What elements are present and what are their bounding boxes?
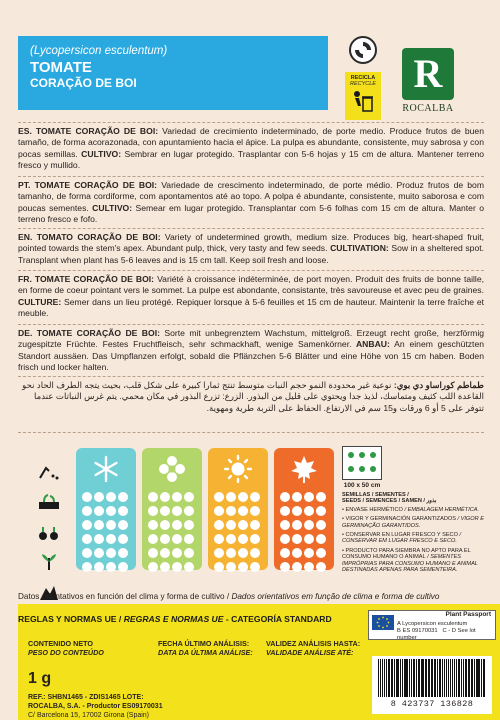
autumn-panel (274, 448, 334, 570)
description-es (18, 126, 484, 172)
calendar-dot (226, 562, 236, 572)
plant-spacing (336, 446, 388, 489)
calendar-dot (82, 562, 92, 572)
legend-item-alt: / SEMENTES IMPRÓPRIAS PARA CONSUMO HUMANO E ANIMAL DESTINADAS APENAS PARA SEMENTEIRA. (342, 554, 478, 574)
calendar-dot (118, 492, 128, 502)
calendar-dot (304, 534, 314, 544)
passport-a: A Lycopersicon esculentum (397, 621, 468, 627)
disclaimer-es: Datos orientativos en función del clima y forma de cultivo (18, 592, 225, 601)
calendar-dot (172, 506, 182, 516)
autumn-dots (280, 492, 328, 572)
barcode-bar (477, 659, 479, 697)
description-text: Sorte mit unbegrenztem Wachstum, mittelgroß. Erzeugt recht große, herzförmig zugespitzte Früchte. Festes Fruchtfleisch, sehr schmackhaft, wenige Samenkörner. (18, 328, 485, 350)
barcode-bar (413, 659, 415, 697)
description-fr (18, 274, 484, 320)
calendar-dot (316, 506, 326, 516)
sun-icon (223, 454, 253, 484)
calendar-dot (172, 534, 182, 544)
divider (18, 270, 484, 271)
spring-dots (148, 492, 196, 572)
calendar-dot (184, 520, 194, 530)
brand-logo (402, 48, 454, 114)
calendar-dot (316, 534, 326, 544)
description-text: Variété à croissance indéterminée, de port moyen. Produit des fruits de bonne taille, en forme de coeur pointant vers le sommet. La pulpe est abondante, consistante, très savoureuse et avec peu de graines. (18, 274, 484, 296)
barcode-bar (484, 659, 485, 697)
calendar-dot (250, 520, 260, 530)
plant-icon (36, 552, 62, 572)
barcode-bar (380, 659, 381, 697)
calendar-dot (214, 548, 224, 558)
cultivation-text: An einem geschützten Standort aussäen. Das Umpflanzen erfolgt, sobald die Pflänzchen 5-6 Blätter und eine Höhe von 15 cm haben. Boden frisch und locker halten. (18, 339, 485, 373)
calendar-dot (250, 534, 260, 544)
calendar-dot (118, 506, 128, 516)
barcode-bar (418, 659, 419, 697)
logo-letter: R (413, 51, 443, 96)
legend-item: • ENVASE HERMÉTICO / EMBALAGEM HERMÉTICA. (342, 506, 480, 513)
description-ar (18, 380, 484, 414)
seedbed-icon (36, 492, 62, 512)
calendar-dot (106, 492, 116, 502)
barcode (372, 656, 492, 714)
legend-item-text: ENVASE HERMÉTICO (345, 506, 403, 513)
validity-label-pt: VALIDADE ANÁLISE ATÉ: (266, 647, 354, 657)
divider (18, 122, 484, 123)
description-de (18, 328, 484, 374)
calendar-dot (292, 562, 302, 572)
legend-item-alt: / CONSERVAR EM LUGAR FRESCO E SECO. (342, 532, 462, 545)
spacing-label: 100 x 50 cm (343, 482, 381, 489)
barcode-bar (446, 659, 448, 697)
rules-separator: / (116, 614, 124, 624)
calendar-dot (250, 492, 260, 502)
calendar-dot (94, 520, 104, 530)
rules-es: REGLAS Y NORMAS UE (18, 614, 117, 624)
calendar-dot (316, 520, 326, 530)
green-dot-icon (349, 36, 377, 64)
calendar-dot (148, 548, 158, 558)
flower-icon (157, 454, 187, 484)
divider (18, 432, 484, 433)
barcode-bar (378, 659, 379, 697)
legend-item-text: PRODUCTO PARA SIEMBRA NO APTO PARA EL CONSUMO HUMANO O ANIMAL (342, 547, 471, 561)
calendar-dot (292, 534, 302, 544)
calendar-dot (118, 562, 128, 572)
calendar-dot (226, 534, 236, 544)
variety-name: CORAÇÃO DE BOI (30, 76, 137, 90)
barcode-bar (456, 659, 457, 697)
barcode-bar (416, 659, 417, 697)
description-text: نوعية غير محدودة النمو حجم النبات متوسط تنتج ثمارا كبيرة على شكل قلب، بحيث يتجه الطرف الحاد نحو القاعدة اللب كثيف ومتماسك، لذيذ جدا ويحتوي على قليل من البذور. الزرع: تزرع البذور في مكان محمي. يتم غرس النباتات عندما تتوفر على 5 أو 6 ورقات و15 سم في الارتفاع. الحفاظ على التربة طرية ومهوية. (22, 380, 484, 413)
barcode-bar (394, 659, 395, 697)
rules-category: CATEGORÍA STANDARD (231, 614, 332, 624)
barcode-bar (463, 659, 464, 697)
last-analysis (158, 640, 253, 657)
product-header (18, 36, 328, 110)
latin-name: (Lycopersicon esculentum) (30, 45, 168, 57)
barcode-bar (382, 659, 384, 697)
snowflake-icon (91, 454, 121, 484)
calendar-dot (250, 562, 260, 572)
calendar-dot (280, 492, 290, 502)
recycle-group (345, 36, 381, 120)
description-title: طماطم كوراساو دي بوي: (393, 380, 484, 390)
seed-legend (342, 492, 492, 576)
barcode-bar (409, 659, 410, 697)
calendar-dot (226, 492, 236, 502)
cultivation-label: ANBAU: (351, 339, 390, 350)
calendar-dot (106, 520, 116, 530)
calendar-dot (292, 520, 302, 530)
calendar-dot (184, 534, 194, 544)
description-pt (18, 180, 484, 226)
calendar-dot (280, 520, 290, 530)
calendar-dot (280, 506, 290, 516)
calendar-dot (148, 492, 158, 502)
calendar-dot (304, 492, 314, 502)
calendar-dot (160, 520, 170, 530)
calendar-dot (280, 548, 290, 558)
winter-dots (82, 492, 130, 572)
calendar-dot (106, 562, 116, 572)
calendar-dot (160, 506, 170, 516)
barcode-bar (425, 659, 426, 697)
barcode-bar (419, 659, 420, 697)
leaf-icon (289, 454, 319, 484)
barcode-bar (411, 659, 413, 697)
calendar-dot (238, 548, 248, 558)
summer-panel (208, 448, 268, 570)
barcode-bar (391, 659, 393, 697)
calendar-dot (82, 506, 92, 516)
eu-flag-icon (372, 615, 394, 630)
calendar-dot (292, 506, 302, 516)
barcode-bar (396, 659, 397, 697)
legend-header (342, 492, 492, 505)
passport-c: C - D See lot number (397, 627, 476, 641)
cultivation-label: CULTIVO: (88, 202, 133, 213)
calendar-dot (172, 562, 182, 572)
divider (18, 324, 484, 325)
calendar-dot (304, 506, 314, 516)
logo-wordmark: ROCALBA (402, 103, 454, 114)
passport-bc (397, 628, 492, 642)
barcode-bar (439, 659, 441, 697)
calendar-dot (184, 562, 194, 572)
calendar-dot (94, 534, 104, 544)
legend-item-text: CONSERVAR EN LUGAR FRESCO Y SECO (345, 532, 458, 539)
reference-block (28, 694, 163, 720)
calendar-dot (238, 520, 248, 530)
calendar-dot (184, 492, 194, 502)
validity-label: VALIDEZ ANÁLISIS HASTA: (266, 639, 361, 648)
calendar-dot (316, 562, 326, 572)
calendar-dot (214, 520, 224, 530)
calendar-dot (82, 534, 92, 544)
calendar-dot (148, 520, 158, 530)
barcode-bar (426, 659, 427, 697)
legend-item-alt: / EMBALAGEM HERMÉTICA. (402, 506, 480, 513)
barcode-bar (402, 659, 403, 697)
cultivation-text: Semer dans un lieu protégé. Repiquer lorsque à 5-6 feuilles et 15 cm de hauteur. Maintenir la terre fraîche et meuble. (18, 296, 484, 319)
calendar-dot (118, 534, 128, 544)
calendar-dot (214, 506, 224, 516)
divider (18, 228, 484, 229)
calendar-dot (160, 548, 170, 558)
calendar-dot (292, 548, 302, 558)
description-title: PT. TOMATE CORAÇÃO DE BOI: (18, 180, 158, 190)
barcode-bar (469, 659, 470, 697)
barcode-bar (474, 659, 475, 697)
barcode-bar (421, 659, 423, 697)
calendar-dot (172, 548, 182, 558)
barcode-bar (448, 659, 449, 697)
cultivation-label: CULTURE: (18, 296, 62, 307)
address-line: C/ Barcelona 15, 17002 Girona (Spain) (28, 711, 150, 719)
net-content-label-pt: PESO DO CONTEÚDO (28, 647, 104, 657)
calendar-dot (94, 562, 104, 572)
calendar-dot (304, 548, 314, 558)
calendar-dot (148, 534, 158, 544)
recycle-label: RECICLA (350, 75, 376, 81)
calendar-dot (226, 506, 236, 516)
calendar-dot (82, 548, 92, 558)
barcode-bar (405, 659, 407, 697)
description-en (18, 232, 484, 266)
description-text: Variedade de crescimento indeterminado, de porte médio. Produz frutos de bom tamanho, de forma cordiforme, com apontamentos até ao topo. A polpa é abundante, consistente, muito saborosa e com poucas sementes. (18, 180, 484, 213)
rules-pt: REGRAS E NORMAS UE (123, 614, 224, 624)
barcode-bar (386, 659, 387, 697)
calendar-dot (94, 548, 104, 558)
calendar-dot (160, 534, 170, 544)
sowing-icon (36, 462, 62, 482)
passport-b: B ES 09170031 (397, 627, 438, 634)
calendar-dot (94, 506, 104, 516)
product-name: TOMATE (30, 59, 92, 76)
legend-header-line: SEEDS / SEMENCES / SAMEN / بذور (342, 498, 437, 505)
calendar-dot (184, 548, 194, 558)
recycle-label-en: RECYCLE (350, 81, 376, 87)
net-content-label: CONTENIDO NETO (28, 639, 93, 648)
calendar-dot (250, 548, 260, 558)
regulatory-band (18, 604, 500, 720)
disclaimer-pt: Dados orientativos em função de clima e forma de cultivo (231, 592, 440, 601)
last-analysis-label-pt: DATA DA ÚLTIMA ANÁLISE: (158, 647, 253, 657)
barcode-bar (432, 659, 433, 697)
barcode-bar (461, 659, 462, 697)
cultivation-text: Sow in a sheltered spot. Transplant when plant has 5-6 leaves and is 15 cm tall. Keep soil fresh and loose. (18, 243, 484, 265)
calendar-dot (214, 492, 224, 502)
net-content (28, 640, 104, 657)
recycle-bin-icon (352, 89, 374, 113)
barcode-bar (388, 659, 390, 697)
legend-header-line: SEMILLAS / SEMENTES / (342, 492, 409, 498)
barcode-bars (378, 659, 486, 697)
calendar-dot (106, 548, 116, 558)
calendar-dot (280, 534, 290, 544)
reference-line: REF.: SHBN1465 - ZDIS1465 LOTE: (28, 694, 144, 701)
last-analysis-label: FECHA ÚLTIMO ANÁLISIS: (158, 639, 250, 648)
calendar-dot (148, 562, 158, 572)
calendar-dot (172, 492, 182, 502)
logo-mark (402, 48, 454, 100)
calendar-dot (214, 534, 224, 544)
summer-dots (214, 492, 262, 572)
calendar-dot (82, 492, 92, 502)
calendar-dot (172, 520, 182, 530)
calendar-dot (118, 520, 128, 530)
description-title: ES. TOMATE CORAÇÃO DE BOI: (18, 126, 159, 136)
calendar-dot (316, 548, 326, 558)
calendar-dot (82, 520, 92, 530)
barcode-bar (468, 659, 469, 697)
calendar-dot (226, 520, 236, 530)
barcode-bar (481, 659, 482, 697)
barcode-bar (397, 659, 399, 697)
description-text: Variety of undetermined growth, medium size. Produces big, heart-shaped fruit, pointed towards the stem's apex. Abundant pulp, thick, very tasty and few seeds. (18, 232, 484, 254)
legend-item-alt: / VIGOR E GERMINAÇÃO GARANTIDOS. (342, 516, 484, 529)
barcode-bar (452, 659, 453, 697)
cultivation-text: Semear em lugar protegido. Transplantar com 5-6 folhas com 15 cm de altura. Manter o terreno fresco e fofo. (18, 202, 484, 225)
spring-panel (142, 448, 202, 570)
passport-title: Plant Passport (445, 611, 491, 618)
calendar-dot (238, 562, 248, 572)
recycle-badge (345, 72, 381, 120)
barcode-bar (483, 659, 484, 697)
calendar-dot (316, 492, 326, 502)
spacing-grid-icon (342, 446, 382, 480)
divider (18, 376, 484, 377)
calendar-dot (94, 492, 104, 502)
cultivation-text: Sembrar en lugar protegido. Trasplantar con 5-6 hojas y 15 cm de altura. Mantener terreno fresco y mullido. (18, 148, 485, 171)
calendar-dot (148, 506, 158, 516)
producer-line: ROCALBA, S.A. - Productor ES09170031 (28, 702, 163, 710)
calendar-row-icons (36, 462, 66, 612)
calendar-dot (226, 548, 236, 558)
description-title: FR. TOMATE CORAÇÃO DE BOI: (18, 274, 155, 284)
barcode-bar (465, 659, 467, 697)
calendar-dot (214, 562, 224, 572)
calendar-dot (304, 562, 314, 572)
calendar-dot (106, 534, 116, 544)
barcode-bar (458, 659, 460, 697)
barcode-bar (384, 659, 385, 697)
winter-panel (76, 448, 136, 570)
calendar-dot (304, 520, 314, 530)
description-title: EN. TOMATO CORAÇÃO DE BOI: (18, 232, 161, 242)
barcode-bar (444, 659, 445, 697)
description-title: DE. TOMATE CORAÇÃO DE BOI: (18, 328, 160, 338)
transplant-icon (36, 522, 62, 542)
calendar-dot (118, 548, 128, 558)
calendar-dot (280, 562, 290, 572)
divider (18, 176, 484, 177)
barcode-bar (450, 659, 451, 697)
legend-item: • PRODUCTO PARA SIEMBRA NO APTO PARA EL CONSUMO HUMANO O ANIMAL / SEMENTES IMPRÓPRIAS PARA CONSUMO HUMANO E ANIMAL DESTINADAS APENAS PARA SEMENTEIRA. (342, 547, 478, 574)
validity (266, 640, 360, 657)
barcode-bar (431, 659, 432, 697)
calendar-dot (238, 534, 248, 544)
calendar-dot (184, 506, 194, 516)
plant-passport (368, 610, 496, 640)
barcode-bar (471, 659, 473, 697)
cultivation-label: CULTIVATION: (327, 243, 389, 254)
legend-item: • CONSERVAR EN LUGAR FRESCO Y SECO / CONSERVAR EM LUGAR FRESCO E SECO. (342, 532, 462, 545)
calendar-dot (160, 492, 170, 502)
barcode-bar (428, 659, 430, 697)
barcode-bar (437, 659, 438, 697)
barcode-bar (434, 659, 436, 697)
disclaimer: Datos orientativos en función del clima y forma de cultivo / Dados orientativos em função de clima e forma de cultivo (18, 592, 440, 601)
description-text: Variedad de crecimiento indeterminado, de porte medio. Produce frutos de buen tamaño, de forma acorazonada, con apuntamiento hacia el ápice. La pulpa es abundante, consistente, muy sabrosa y con pocas semillas. (18, 126, 484, 159)
barcode-bar (476, 659, 477, 697)
barcode-bar (404, 659, 405, 697)
net-weight: 1 g (28, 670, 52, 687)
calendar-dot (238, 506, 248, 516)
calendar-dot (160, 562, 170, 572)
rules-separator: - (223, 614, 232, 624)
calendar-dot (292, 492, 302, 502)
barcode-bar (454, 659, 456, 697)
calendar-dot (238, 492, 248, 502)
calendar-dot (250, 506, 260, 516)
legend-item: • VIGOR Y GERMINACIÓN GARANTIZADOS / VIGOR E GERMINAÇÃO GARANTIDOS. (342, 516, 484, 529)
barcode-number: 8 423737 136828 (390, 699, 474, 709)
legend-item-text: VIGOR Y GERMINACIÓN GARANTIZADOS (345, 516, 456, 523)
calendar-dot (106, 506, 116, 516)
cultivation-label: CULTIVO: (77, 148, 122, 159)
barcode-bar (400, 659, 401, 697)
barcode-bar (442, 659, 443, 697)
